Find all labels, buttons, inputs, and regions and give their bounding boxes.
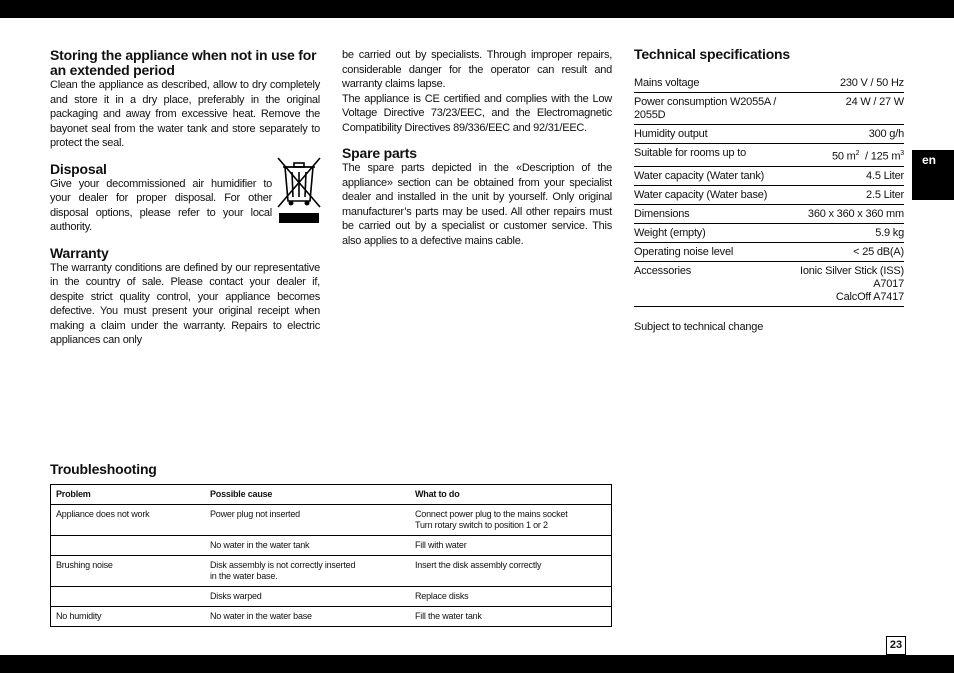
warranty-text: The warranty conditions are defined by our representative in the country of sale. Please contact your dealer if, despite strict quality control, your appliance becomes defective. You must present your original receipt when making a claim under the warranty. Repairs to electric appliances can only bbox=[50, 261, 320, 346]
warranty-text-continued: be carried out by specialists. Through improper repairs, considerable danger for the operator can result and warranty claims lapse. bbox=[342, 49, 612, 90]
column-header: Possible cause bbox=[205, 485, 410, 505]
subject-note: Subject to technical change bbox=[634, 320, 764, 333]
spec-row: Accessories Ionic Silver Stick (ISS) A7017 CalcOff A7417 bbox=[634, 261, 904, 306]
troubleshooting-title: Troubleshooting bbox=[50, 461, 157, 477]
storing-text: Clean the appliance as described, allow to dry completely and store it in a dry place, preferably in the original packaging and away from excessive heat. Remove the bayonet seal from the water tank and store separately to protect the seal. bbox=[50, 79, 320, 149]
spec-row: Suitable for rooms up to 50 $m^2 / 125$ $m^3$ bbox=[634, 144, 904, 167]
table-row: Brushing noise Disk assembly is not correctly inserted in the water base. Insert the disk assembly correctly bbox=[51, 556, 612, 587]
column-header: What to do bbox=[410, 485, 612, 505]
spec-row: Water capacity (Water tank) 4.5 Liter bbox=[634, 166, 904, 185]
column-right bbox=[634, 47, 904, 333]
disposal-text: Give your decommissioned air humidifier to your dealer for proper disposal. For other disposal options, please refer to your local authority. bbox=[50, 177, 272, 233]
table-row: No humidity No water in the water base Fill the water tank bbox=[56, 611, 482, 621]
disposal-section bbox=[50, 162, 320, 235]
crossed-out-wheelie-bin-icon bbox=[276, 155, 322, 225]
spare-parts-title: Spare parts bbox=[342, 145, 417, 161]
table-row: Appliance does not work Power plug not inserted Connect power plug to the mains socket Turn rotary switch to position 1 or 2 bbox=[51, 505, 612, 536]
storing-title: Storing the appliance when not in use for an extended period bbox=[50, 47, 317, 78]
troubleshooting-table bbox=[50, 484, 612, 627]
spare-parts-text: The spare parts depicted in the «Description of the appliance» section can be obtained from your specialist dealer and installed in the unit by yourself. Only original manufacturer’s parts may be used. All other repairs must be carried out by a specialist or customer service. This also applies to a defective mains cable. bbox=[342, 162, 612, 247]
column-left bbox=[50, 48, 320, 359]
tech-spec-title: Technical specifications bbox=[634, 46, 790, 62]
disposal-title: Disposal bbox=[50, 160, 107, 177]
page-number: 23 bbox=[886, 636, 906, 655]
table-row: Disks warped Replace disks bbox=[51, 587, 612, 607]
column-middle bbox=[342, 48, 612, 259]
warranty-continued bbox=[342, 48, 612, 135]
spec-row: Weight (empty) 5.9 kg bbox=[634, 223, 904, 242]
top-bar bbox=[0, 0, 954, 18]
spec-row: Humidity output 300 g/h bbox=[634, 125, 904, 144]
table-row: No water in the water tank Fill with water bbox=[51, 536, 612, 556]
spec-row: Power consumption W2055A / 2055D 24 W / 27 W bbox=[634, 93, 904, 125]
warranty-section bbox=[50, 246, 320, 348]
spec-row: Water capacity (Water base) 2.5 Liter bbox=[634, 185, 904, 204]
warranty-title: Warranty bbox=[50, 244, 109, 261]
spec-row: Dimensions 360 x 360 x 360 mm bbox=[634, 204, 904, 223]
ce-text: The appliance is CE certified and complies with the Low Voltage Directive 73/23/EEC, and the Electromagnetic Compatibility Directives 89/336/EEC and 92/31/EEC. bbox=[342, 92, 612, 134]
column-header: Problem bbox=[51, 485, 206, 505]
tech-spec-table bbox=[634, 74, 904, 307]
spec-row: Mains voltage 230 V / 50 Hz bbox=[634, 74, 904, 93]
storing-section bbox=[50, 48, 320, 151]
language-tab: en bbox=[912, 150, 954, 200]
bottom-bar bbox=[0, 655, 954, 673]
spare-parts-section bbox=[342, 146, 612, 248]
spec-row: Operating noise level < 25 dB(A) bbox=[634, 242, 904, 261]
